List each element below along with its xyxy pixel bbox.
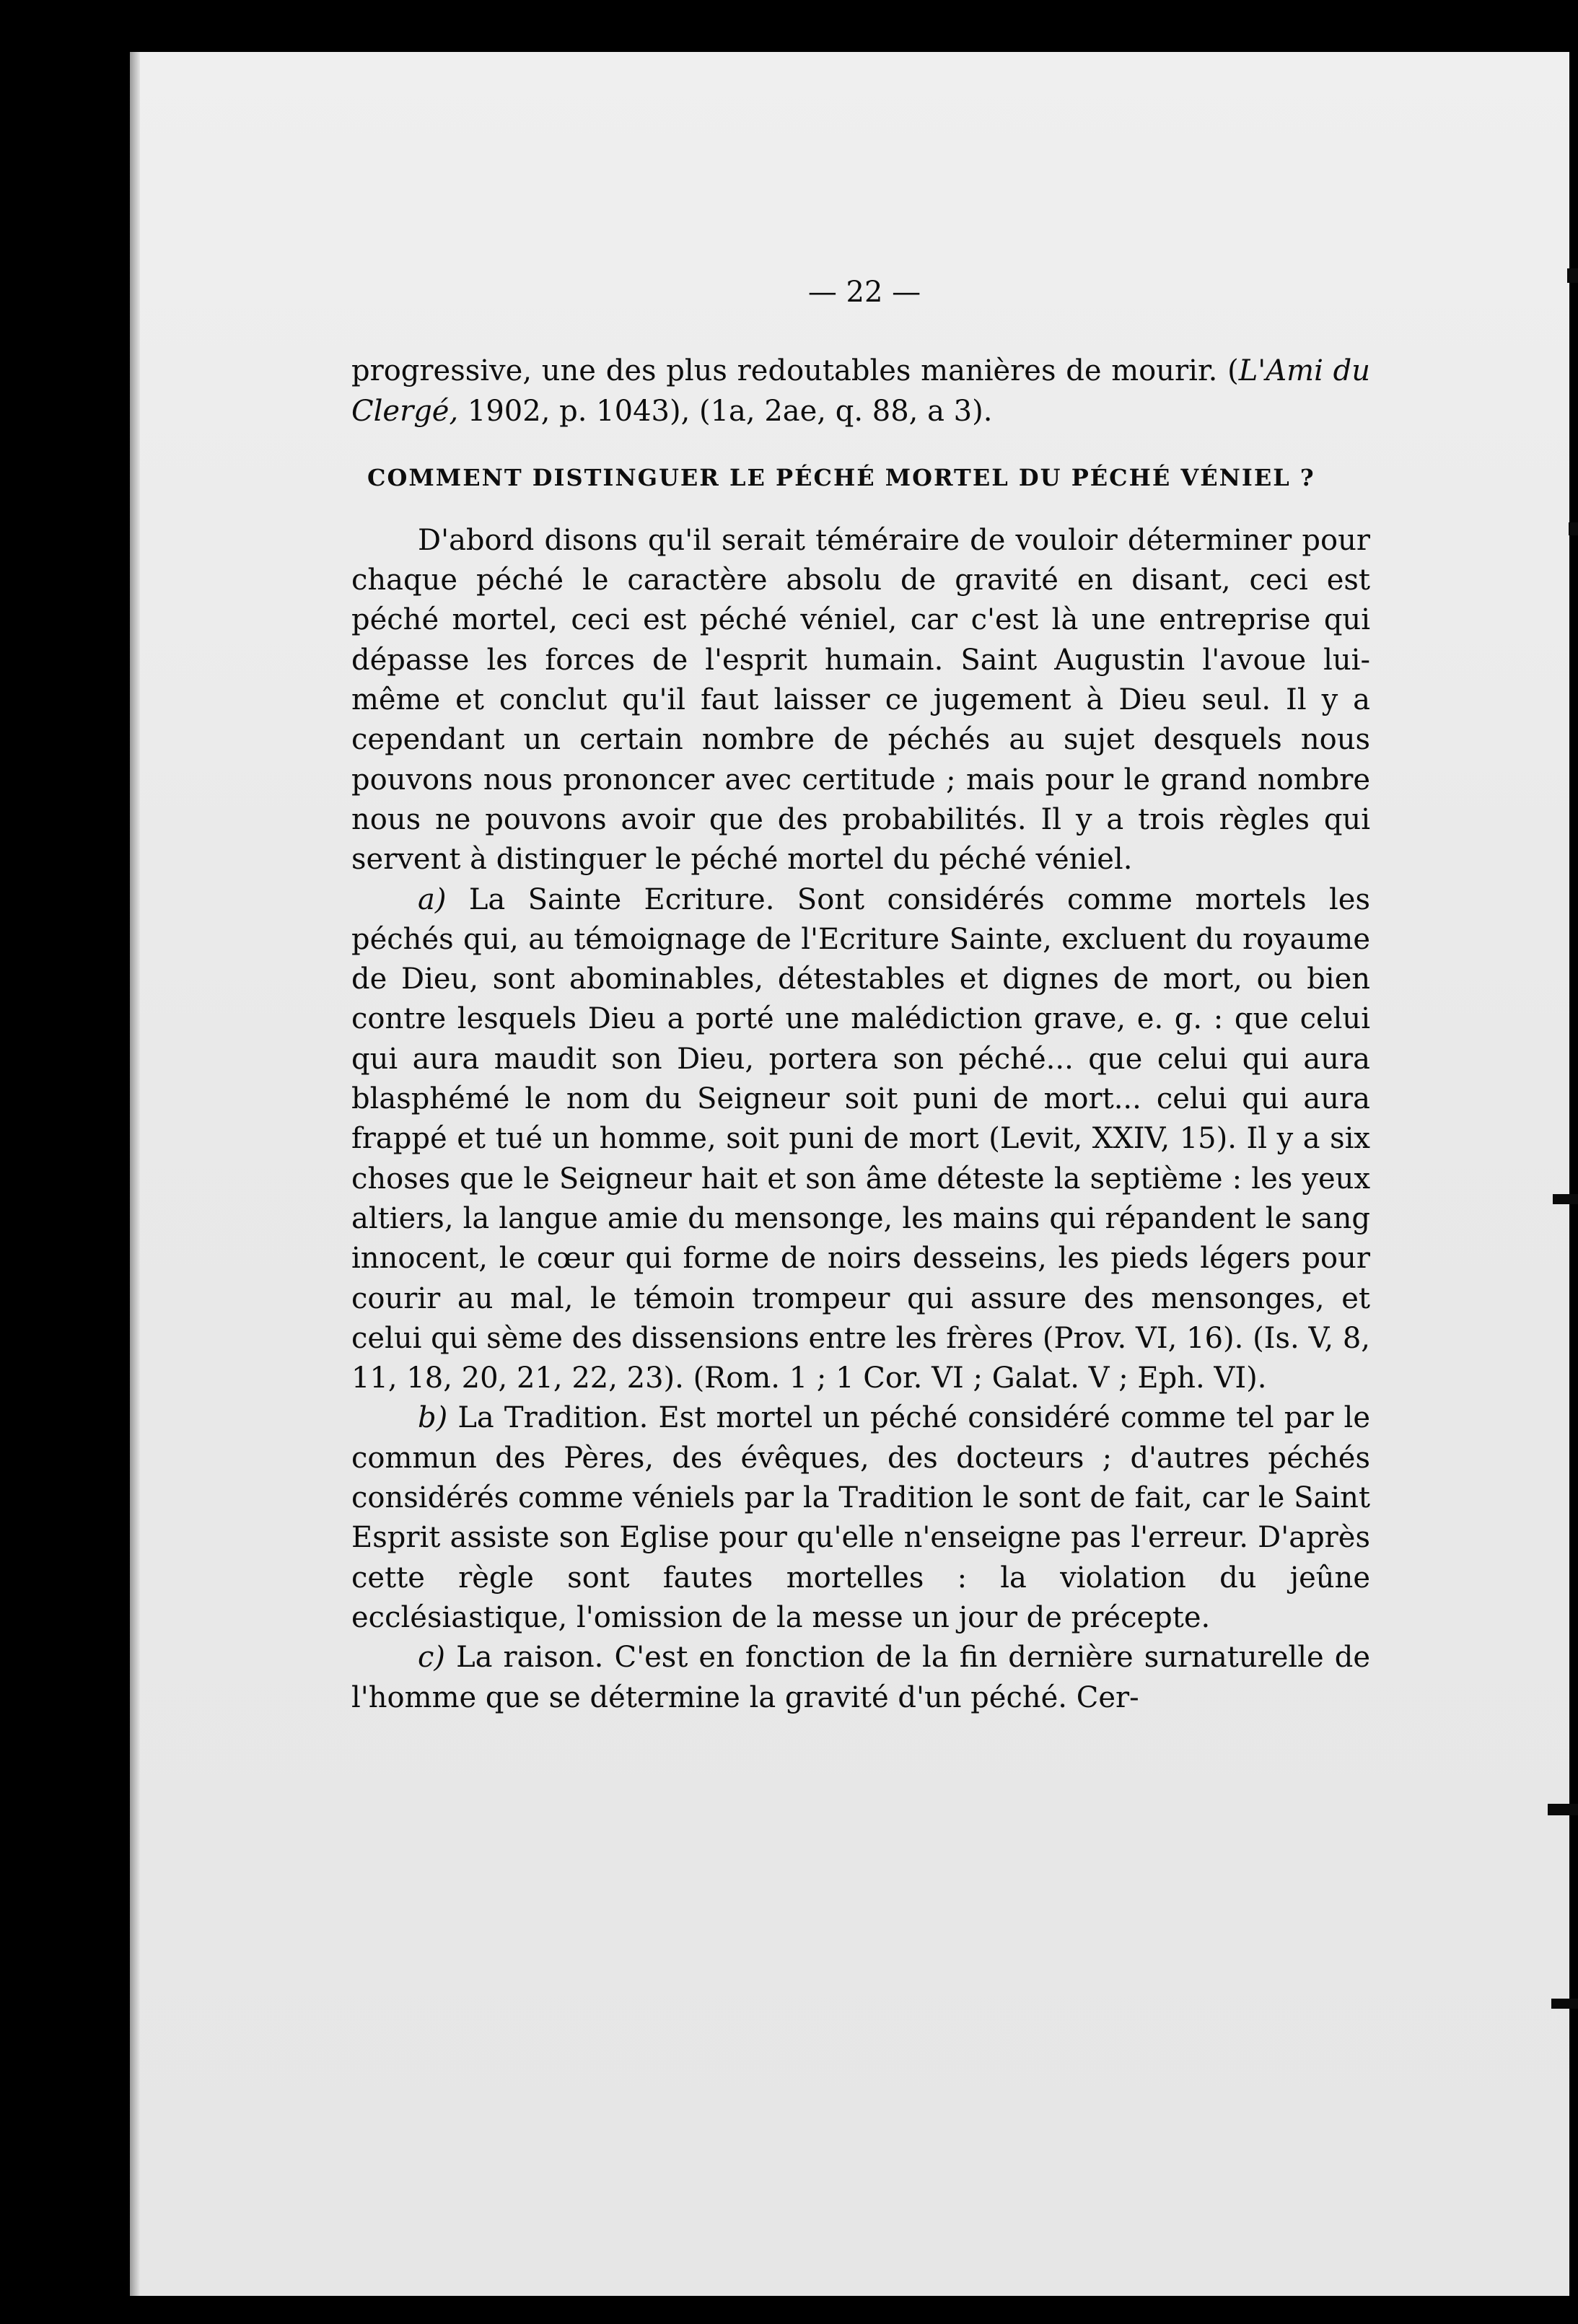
rule-b bbox=[351, 1398, 1370, 1638]
intro-reference: 1902, p. 1043), (1a, 2ae, q. 88, a 3). bbox=[458, 394, 993, 428]
rule-b-text: La Tradition. Est mortel un péché considéré comme tel par le commun des Pères, des évêques, des docteurs ; d'autres péchés considérés comme véniels par la Tradition le sont de fait, car le Saint Esprit assiste son Eglise pour qu'elle n'enseigne pas l'erreur. D'après cette règle sont fautes mortelles : la violation du jeûne ecclésiastique, l'omission de la messe un jour de précepte. bbox=[351, 1401, 1370, 1634]
paragraph-1: D'abord disons qu'il serait téméraire de vouloir déterminer pour chaque péché le caractère absolu de gravité en disant, ceci est péché mortel, ceci est péché véniel, car c'est là une entreprise qui dépasse les forces de l'esprit humain. Saint Augustin l'avoue lui-même et conclut qu'il faut laisser ce jugement à Dieu seul. Il y a cependant un certain nombre de péchés au sujet desquels nous pouvons nous prononcer avec certitude ; mais pour le grand nombre nous ne pouvons avoir que des probabilités. Il y a trois règles qui servent à distinguer le péché mortel du péché véniel. bbox=[351, 523, 1370, 877]
rule-c-text: La raison. C'est en fonction de la fin dernière surnaturelle de l'homme que se détermine la gravité d'un péché. Cer- bbox=[351, 1641, 1370, 1714]
rule-a-marker: a) bbox=[418, 882, 447, 916]
rule-b-marker: b) bbox=[418, 1401, 448, 1435]
rule-a-text: La Sainte Ecriture. Sont considérés comme mortels les péchés qui, au témoignage de l'Ecriture Sainte, excluent du royaume de Dieu, sont abominables, détestables et dignes de mort, ou bien contre lesquels Dieu a porté une malédiction grave, e. g. : que celui qui aura maudit son Dieu, portera son péché... que celui qui aura blasphémé le nom du Seigneur soit puni de mort... celui qui aura frappé et tué un homme, soit puni de mort (Levit, XXIV, 15). Il y a six choses que le Seigneur hait et son âme déteste la septième : les yeux altiers, la langue amie du mensonge, les mains qui répandent le sang innocent, le cœur qui forme de noirs desseins, les pieds légers pour courir au mal, le témoin trompeur qui assure des mensonges, et celui qui sème des dissensions entre les frères (Prov. VI, 16). (Is. V, 8, 11, 18, 20, 21, 22, 23). (Rom. 1 ; 1 Cor. VI ; Galat. V ; Eph. VI). bbox=[351, 882, 1370, 1395]
citation-title: L'Ami du Clergé, bbox=[351, 354, 1371, 428]
page-text bbox=[351, 273, 1370, 1718]
intro-paragraph bbox=[351, 351, 1370, 431]
binding-mark bbox=[1553, 1194, 1578, 1204]
rule-a bbox=[351, 880, 1370, 1399]
binding-mark bbox=[1567, 268, 1578, 283]
page-edge bbox=[130, 52, 140, 2296]
binding-mark bbox=[1551, 1999, 1578, 2009]
rule-c-marker: c) bbox=[418, 1641, 446, 1675]
rule-c bbox=[351, 1638, 1370, 1718]
intro-text: progressive, une des plus redoutables manières de mourir. ( bbox=[351, 354, 1239, 388]
binding-mark bbox=[1548, 1804, 1578, 1815]
page-number: — 22 — bbox=[807, 276, 921, 309]
section-heading: COMMENT DISTINGUER LE PÉCHÉ MORTEL DU PÉCHÉ VÉNIEL ? bbox=[367, 463, 1315, 491]
binding-mark bbox=[1569, 522, 1578, 535]
